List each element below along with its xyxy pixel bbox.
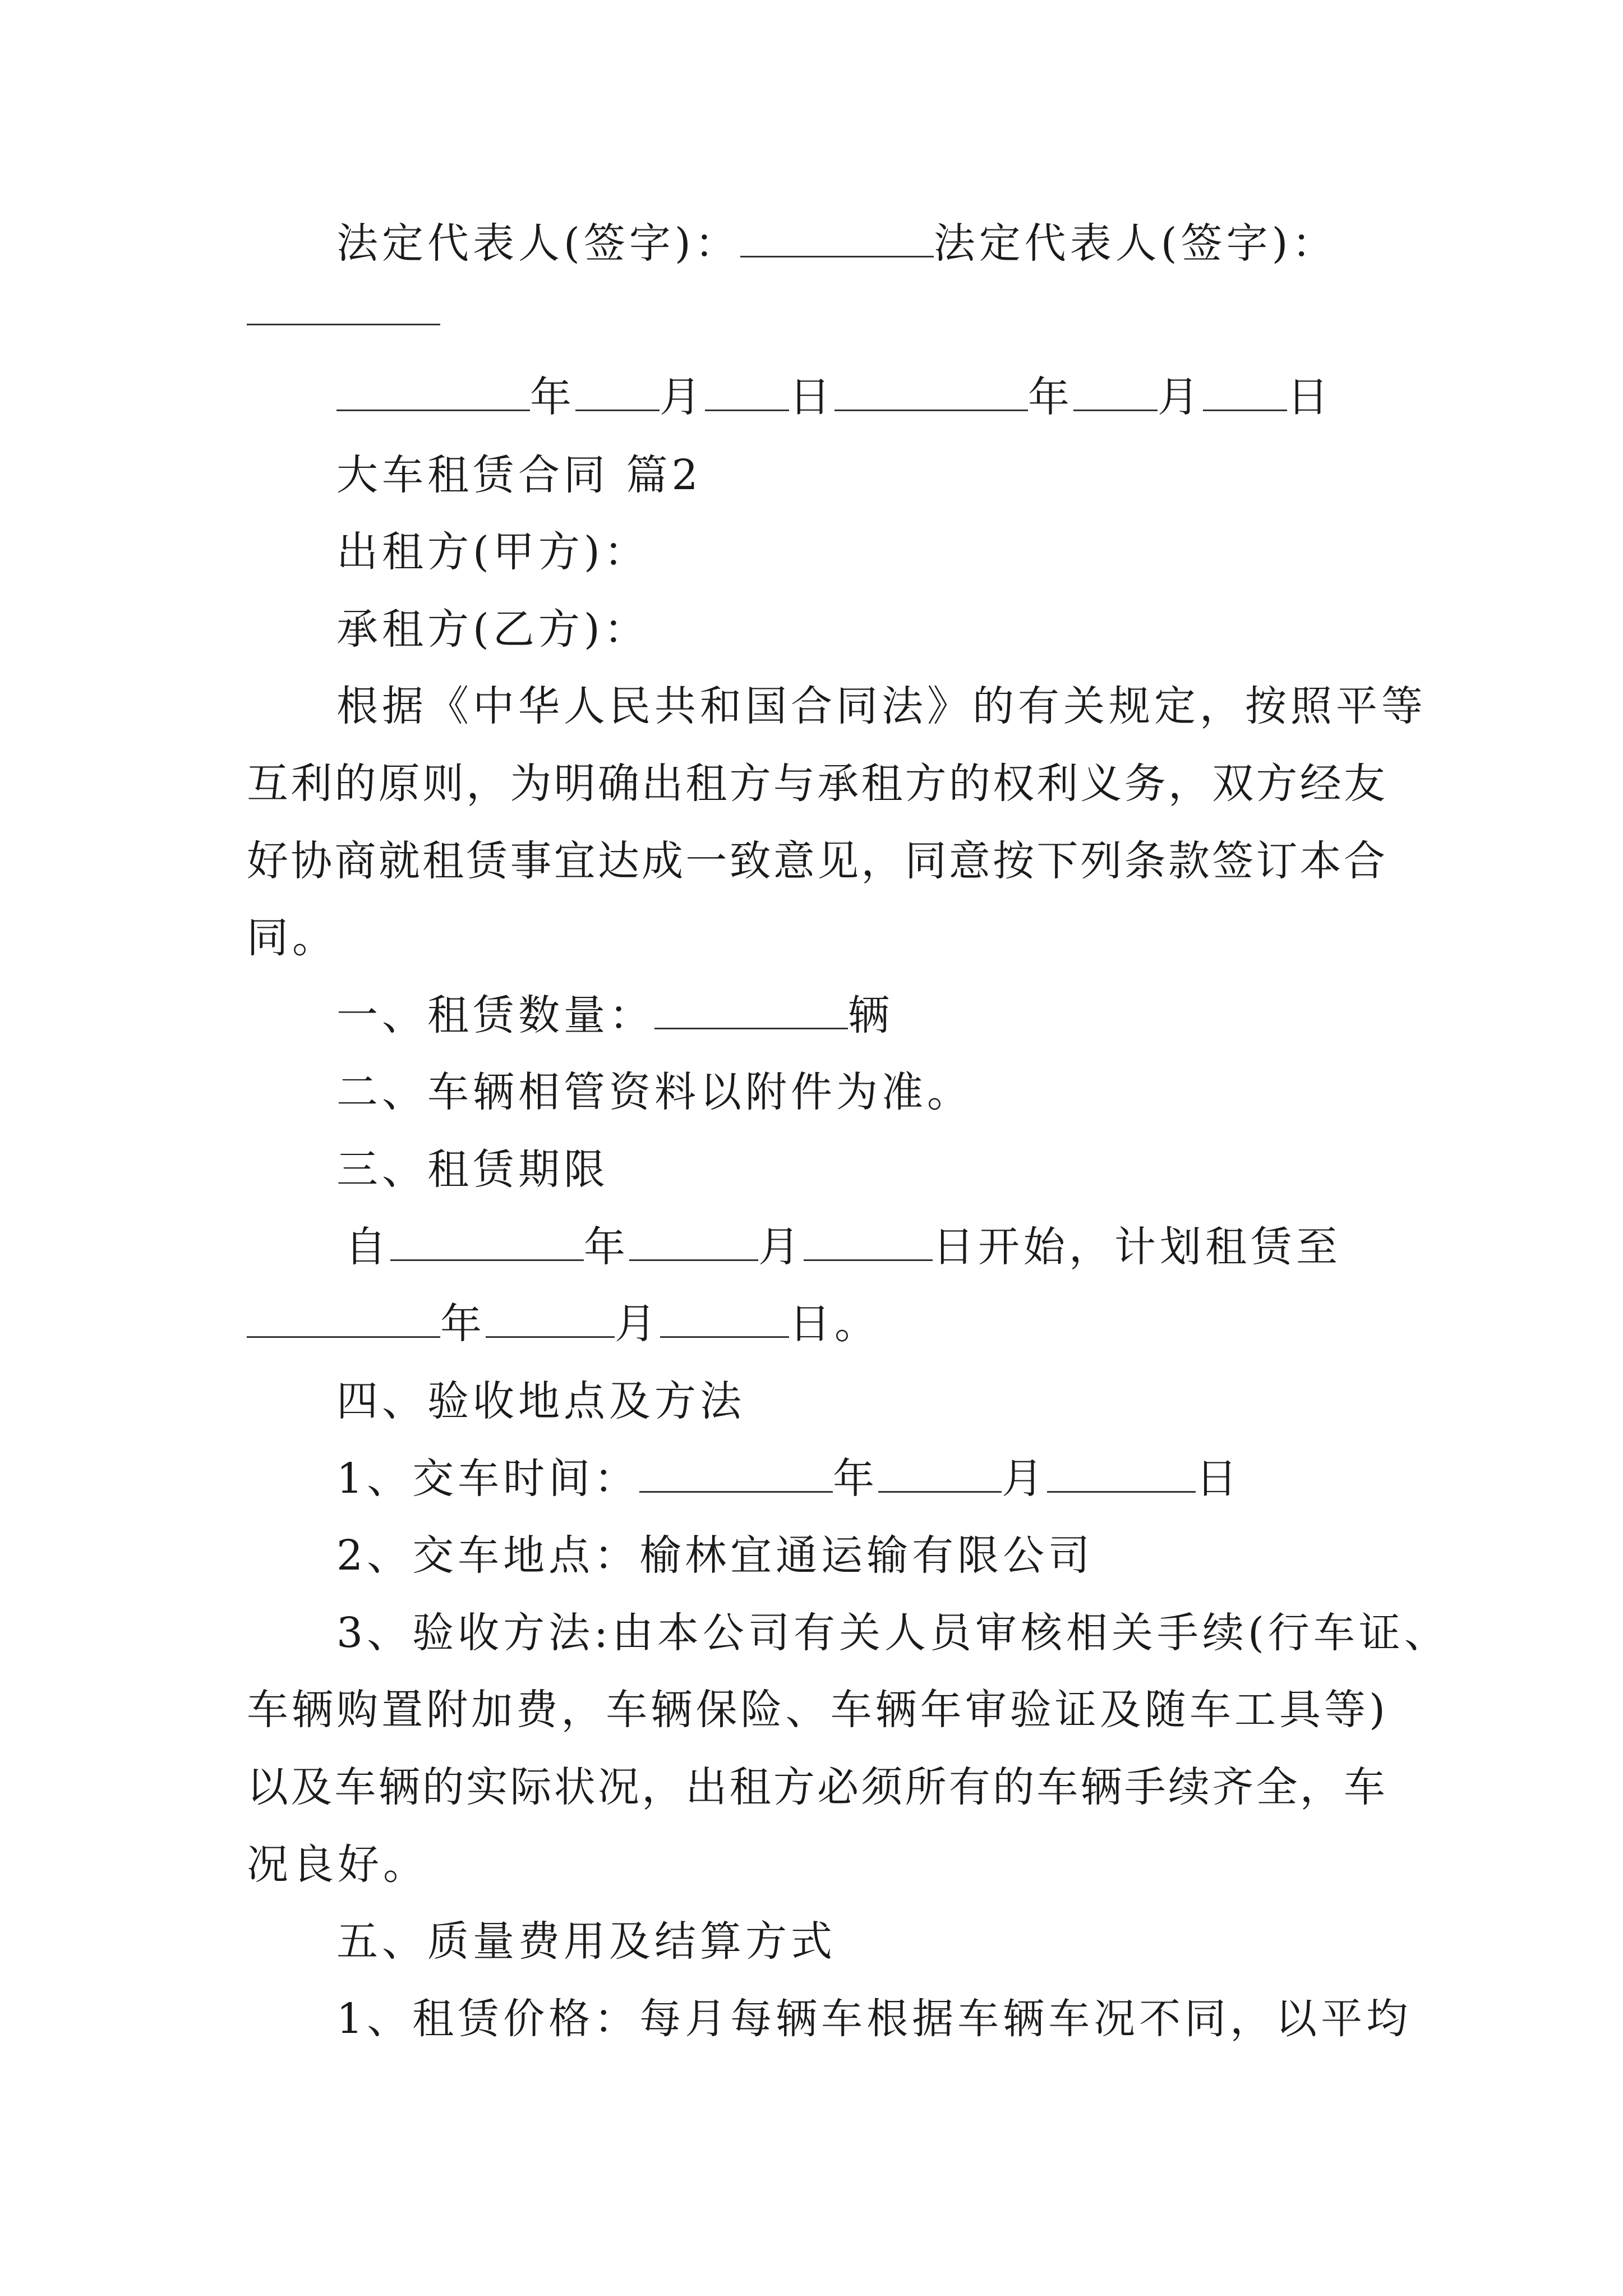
lessee-label: 承租方(乙方)：: [336, 605, 649, 654]
date-year-label-a: 年: [530, 373, 575, 421]
clause-fees-item-1: 1、租赁价格：每月每辆车根据车辆车况不同，以平均: [336, 1995, 1412, 2043]
lessor-label: 出租方(甲方)：: [336, 528, 649, 576]
section-title: 大车租赁合同 篇2: [336, 451, 702, 499]
legal-rep-signature-label-a: 法定代表人(签字)：: [336, 219, 740, 268]
legal-rep-signature-label-b: 法定代表人(签字)：: [933, 219, 1338, 268]
date-day-blank-a: [705, 371, 789, 411]
legal-rep-signature-blank-a: [740, 218, 934, 257]
clause-term-line-2: [247, 1296, 880, 1352]
date-month-label-b: 月: [1158, 373, 1203, 421]
preamble-line-4: 同。: [247, 914, 338, 962]
delivery-day-blank: [1047, 1453, 1196, 1493]
clause-inspection-item-3-line-4: 况良好。: [247, 1841, 428, 1889]
preamble-line-1: 根据《中华人民共和国合同法》的有关规定，按照平等: [336, 682, 1427, 730]
term-start-year-blank: [390, 1221, 584, 1261]
clause-inspection-item-2: 2、交车地点：榆林宜通运输有限公司: [336, 1531, 1094, 1580]
quantity-unit: 辆: [848, 991, 893, 1039]
date-day-label-b: 日: [1287, 373, 1332, 421]
term-start-month-label: 月: [758, 1223, 804, 1271]
clause-inspection-item-3-line-3: 以及车辆的实际状况，出租方必须所有的车辆手续齐全，车: [247, 1763, 1385, 1811]
delivery-month-blank: [878, 1453, 1002, 1493]
delivery-day-label: 日: [1196, 1455, 1242, 1503]
delivery-year-blank: [639, 1453, 833, 1493]
term-end-year-blank: [247, 1298, 440, 1338]
clause-inspection-item-1: [336, 1451, 1241, 1507]
date-year-blank-b: [834, 371, 1028, 411]
date-month-blank-a: [575, 371, 660, 411]
date-day-label-a: 日: [789, 373, 834, 421]
signature-date-row: [336, 369, 1332, 425]
clause-term-heading: 三、租赁期限: [336, 1145, 609, 1194]
term-start-text: 日开始，计划租赁至: [933, 1223, 1341, 1271]
term-end-year-label: 年: [440, 1300, 486, 1348]
term-start-year-label: 年: [584, 1223, 629, 1271]
legal-rep-signature-blank-b: [247, 286, 440, 325]
delivery-month-label: 月: [1002, 1455, 1048, 1503]
date-month-blank-b: [1073, 371, 1158, 411]
date-month-label-a: 月: [660, 373, 705, 421]
preamble-line-3: 好协商就租赁事宜达成一致意见，同意按下列条款签订本合: [247, 837, 1385, 885]
term-start-day-blank: [804, 1221, 933, 1261]
quantity-blank: [654, 990, 848, 1029]
signature-row: [336, 215, 1338, 272]
date-year-blank-a: [336, 371, 530, 411]
term-end-month-label: 月: [615, 1300, 660, 1348]
preamble-line-2: 互利的原则，为明确出租方与承租方的权利义务，双方经友: [247, 760, 1385, 808]
delivery-year-label: 年: [833, 1455, 879, 1503]
term-end-day-blank: [660, 1298, 789, 1338]
term-from: 自: [345, 1223, 390, 1271]
clause-documents: 二、车辆相管资料以附件为准。: [336, 1068, 972, 1116]
term-start-month-blank: [629, 1221, 758, 1261]
clause-fees-heading: 五、质量费用及结算方式: [336, 1917, 836, 1966]
clause-inspection-item-3-line-2: 车辆购置附加费，车辆保险、车辆年审验证及随车工具等): [247, 1686, 1385, 1734]
clause-inspection-heading: 四、验收地点及方法: [336, 1377, 745, 1425]
date-day-blank-b: [1203, 371, 1287, 411]
clause-quantity-label: 一、租赁数量：: [336, 991, 654, 1039]
clause-inspection-item-3-line-1: 3、验收方法:由本公司有关人员审核相关手续(行车证、: [336, 1609, 1450, 1657]
clause-term-line-1: [345, 1219, 1341, 1275]
clause-quantity: [336, 987, 893, 1043]
term-end-month-blank: [486, 1298, 615, 1338]
delivery-time-label: 1、交车时间：: [336, 1455, 640, 1503]
date-year-label-b: 年: [1028, 373, 1073, 421]
term-end-day-label: 日。: [789, 1300, 880, 1348]
signature-blank-row: [247, 283, 440, 339]
